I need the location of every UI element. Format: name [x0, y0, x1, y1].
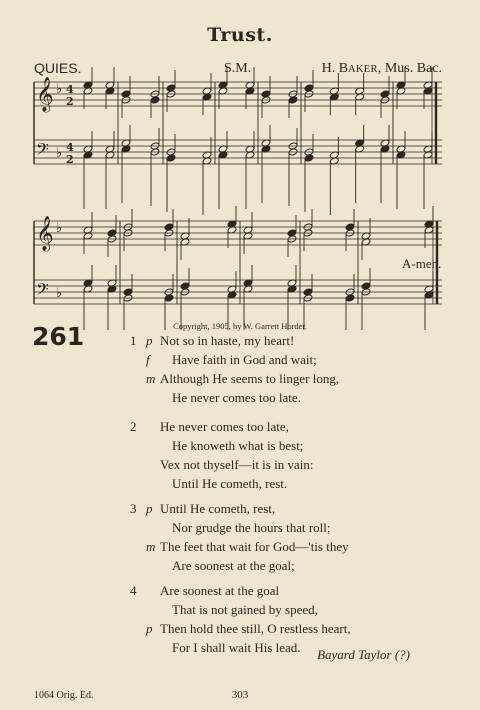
flat-sign-icon: ♭	[56, 82, 63, 97]
lyric-text: Not so in haste, my heart!	[160, 333, 295, 348]
dynamic-mark: m	[146, 539, 156, 554]
lyric-text: Are soonest at the goal	[160, 583, 280, 598]
stanza-line	[0, 501, 480, 520]
stanza-line	[0, 476, 480, 495]
composer-degree: , Mus. Bac.	[377, 61, 442, 76]
stanza-line	[0, 621, 480, 640]
stanza-line	[0, 333, 480, 352]
hymn-title: Trust.	[207, 24, 273, 46]
dynamic-mark: p	[146, 333, 153, 348]
stanza-line	[0, 558, 480, 577]
treble-clef-icon: 𝄞	[36, 216, 54, 251]
lyric-text: The feet that wait for God—'tis they	[160, 539, 349, 554]
stanza-line	[0, 539, 480, 558]
lyric-text: He knoweth what is best;	[172, 438, 304, 453]
dynamic-mark: p	[146, 501, 153, 516]
stanza-number: 1	[130, 333, 137, 348]
lyric-text: Have faith in God and wait;	[172, 352, 317, 367]
note-head	[164, 294, 174, 302]
time-signature-bottom: 2	[66, 95, 74, 108]
amen-label: A-men.	[402, 256, 442, 271]
lyric-text: Are soonest at the goal;	[172, 558, 295, 573]
note-head	[304, 154, 314, 162]
lyric-text: He never comes too late.	[172, 390, 301, 405]
music-score	[0, 0, 480, 330]
lyric-text: That is not gained by speed,	[172, 602, 318, 617]
stanza-3	[0, 501, 480, 577]
author-attribution: Bayard Taylor (?)	[317, 647, 410, 662]
hymn-number: 261	[32, 322, 85, 351]
lyric-text: Then hold thee still, O restless heart,	[160, 621, 351, 636]
stanza-line	[0, 419, 480, 438]
flat-sign-icon: ♭	[56, 221, 63, 236]
dynamic-mark: f	[146, 352, 150, 367]
stanza-line	[0, 371, 480, 390]
note-head	[166, 154, 176, 162]
flat-sign-icon: ♭	[56, 286, 63, 301]
dynamic-mark: p	[146, 621, 153, 636]
stanza-1	[0, 333, 480, 409]
composer-initial: H. B	[321, 61, 349, 76]
time-signature-bottom: 2	[66, 153, 74, 166]
lyric-text: Although He seems to linger long,	[160, 371, 340, 386]
lyric-text: He never comes too late,	[160, 419, 289, 434]
stanza-number: 2	[130, 419, 137, 434]
stanza-line	[0, 390, 480, 409]
page-number: 303	[231, 689, 249, 701]
lyric-text: Nor grudge the hours that roll;	[172, 520, 331, 535]
note-head	[150, 96, 160, 104]
composer-surname-rest: AKER	[348, 64, 378, 75]
flat-sign-icon: ♭	[56, 146, 63, 161]
note-head	[345, 294, 355, 302]
time-signature-top: 4	[66, 141, 74, 154]
stanza-line	[0, 583, 480, 602]
treble-clef-icon: 𝄞	[36, 77, 54, 112]
copyright-notice: Copyright, 1905, by W. Garrett Horder.	[173, 321, 307, 331]
bass-clef-icon: 𝄢	[36, 279, 49, 303]
stanza-2	[0, 419, 480, 495]
edition-note: 1064 Orig. Ed.	[34, 690, 94, 701]
stanza-line	[0, 438, 480, 457]
tune-name: QUIES.	[34, 60, 82, 76]
stanza-line	[0, 457, 480, 476]
lyric-text: Until He cometh, rest,	[160, 501, 276, 516]
stanza-line	[0, 352, 480, 371]
lyric-text: Until He cometh, rest.	[172, 476, 288, 491]
bass-clef-icon: 𝄢	[36, 139, 49, 163]
note-head	[288, 96, 298, 104]
lyric-text: For I shall wait His lead.	[172, 640, 301, 655]
stanza-line	[0, 602, 480, 621]
lyric-text: Vex not thyself—it is in vain:	[160, 457, 314, 472]
meter: S.M.	[224, 61, 252, 76]
time-signature-top: 4	[66, 83, 74, 96]
dynamic-mark: m	[146, 371, 156, 386]
stanza-line	[0, 520, 480, 539]
stanza-number: 4	[130, 583, 137, 598]
stanza-number: 3	[130, 501, 137, 516]
